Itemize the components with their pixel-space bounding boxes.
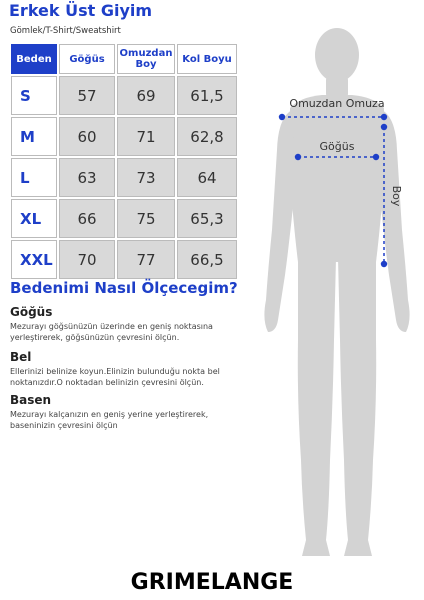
kol-boyu-cell: 64 xyxy=(177,158,237,197)
gogus-cell: 63 xyxy=(59,158,115,197)
kol-boyu-cell: 65,3 xyxy=(177,199,237,238)
size-cell: XXL xyxy=(11,240,57,279)
size-cell: M xyxy=(11,117,57,156)
gogus-cell: 70 xyxy=(59,240,115,279)
how-to-measure-title: Bedenimi Nasıl Ölçecegim? xyxy=(10,279,238,297)
shoulder-label: Omuzdan Omuza xyxy=(289,97,385,110)
section-desc-bel: Ellerinizi belinize koyun.Elinizin bulunduğu nokta bel noktanızdır.O noktadan belinizin çevresini ölçün. xyxy=(10,367,220,387)
kol-boyu-cell: 66,5 xyxy=(177,240,237,279)
size-cell: XL xyxy=(11,199,57,238)
gogus-cell: 66 xyxy=(59,199,115,238)
brand-logo: GRIMELANGE xyxy=(130,570,294,595)
header-beden: Beden xyxy=(11,44,57,74)
section-title-gogus: Göğüs xyxy=(10,305,53,319)
section-desc-gogus: Mezurayı göğsünüzün üzerinde en geniş noktasına yerleştirerek, göğsünüzün çevresini ölçün. xyxy=(10,322,213,342)
omuzdan-boy-cell: 75 xyxy=(117,199,175,238)
omuzdan-boy-cell: 73 xyxy=(117,158,175,197)
page-title: Erkek Üst Giyim xyxy=(9,1,153,20)
size-cell: S xyxy=(11,76,57,115)
omuzdan-boy-cell: 77 xyxy=(117,240,175,279)
size-cell: L xyxy=(11,158,57,197)
chest-label: Göğüs xyxy=(319,140,355,153)
kol-boyu-cell: 62,8 xyxy=(177,117,237,156)
header-gogus: Göğüs xyxy=(59,44,115,74)
section-title-bel: Bel xyxy=(10,350,32,364)
section-desc-basen: Mezurayı kalçanızın en geniş yerine yerleştirerek, baseninizin çevresini ölçün xyxy=(10,410,209,430)
omuzdan-boy-cell: 71 xyxy=(117,117,175,156)
header-omuzdan-boy: Omuzdan Boy xyxy=(117,44,175,74)
kol-boyu-cell: 61,5 xyxy=(177,76,237,115)
height-label: Boy xyxy=(390,185,403,207)
omuzdan-boy-cell: 69 xyxy=(117,76,175,115)
section-title-basen: Basen xyxy=(10,393,52,407)
gogus-cell: 57 xyxy=(59,76,115,115)
page-subtitle: Gömlek/T-Shirt/Sweatshirt xyxy=(10,26,121,36)
gogus-cell: 60 xyxy=(59,117,115,156)
header-kol-boyu: Kol Boyu xyxy=(177,44,237,74)
